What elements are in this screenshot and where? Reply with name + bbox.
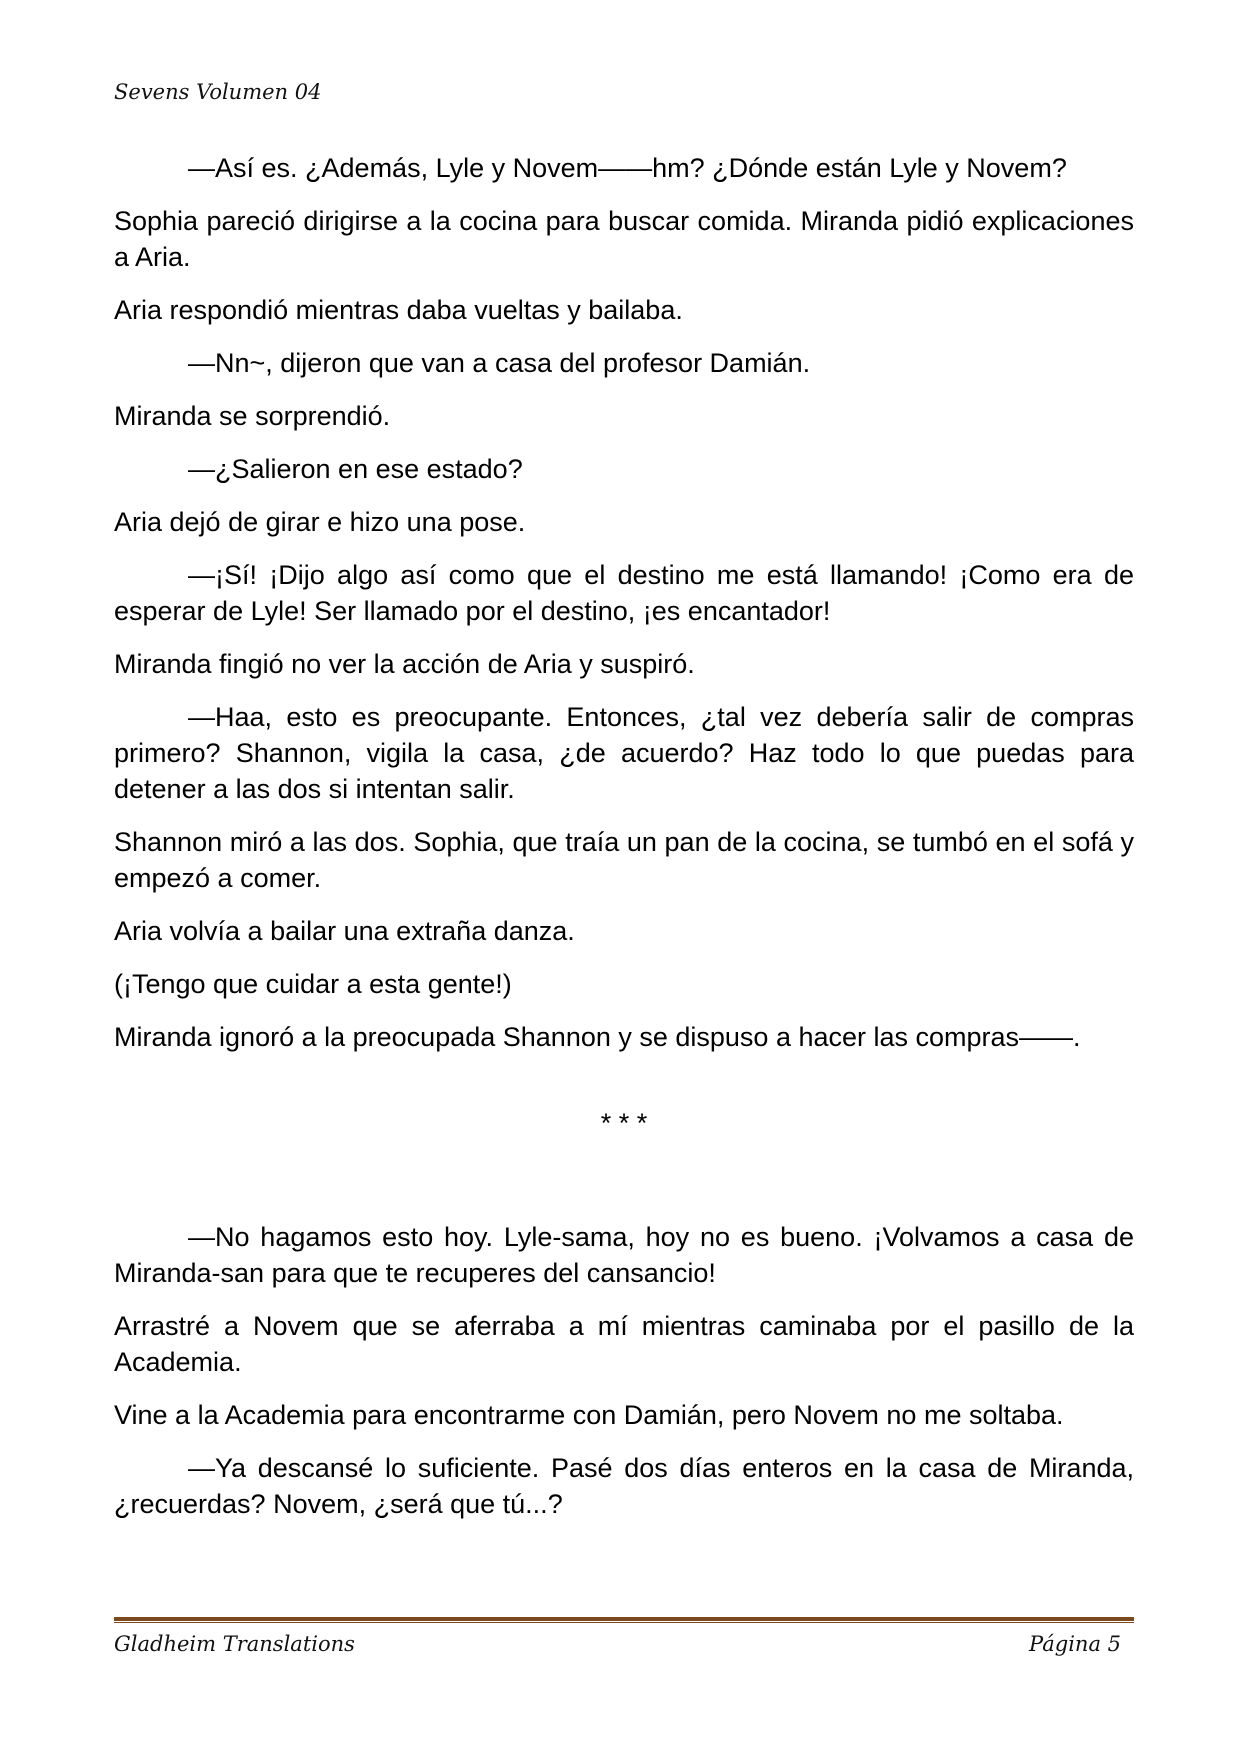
paragraph: —¡Sí! ¡Dijo algo así como que el destino me está llamando! ¡Como era de esperar de Lyle! Ser llamado por el destino, ¡es encantador! bbox=[114, 560, 1134, 626]
paragraph: Vine a la Academia para encontrarme con Damián, pero Novem no me soltaba. bbox=[114, 1400, 1064, 1430]
paragraph: —Haa, esto es preocupante. Entonces, ¿tal vez debería salir de compras primero? Shannon, vigila la casa, ¿de acuerdo? Haz todo lo que puedas para detener a las dos si intentan salir. bbox=[114, 702, 1134, 804]
footer-divider-thick bbox=[114, 1617, 1134, 1621]
paragraph: Miranda se sorprendió. bbox=[114, 401, 391, 431]
paragraph: —¿Salieron en ese estado? bbox=[188, 454, 523, 484]
document-body bbox=[114, 150, 1134, 1539]
paragraph: (¡Tengo que cuidar a esta gente!) bbox=[114, 969, 512, 999]
paragraph: —Nn~, dijeron que van a casa del profesor Damián. bbox=[188, 348, 811, 378]
paragraph: —Ya descansé lo suficiente. Pasé dos días enteros en la casa de Miranda, ¿recuerdas? Novem, ¿será que tú...? bbox=[114, 1453, 1134, 1519]
paragraph: Aria volvía a bailar una extraña danza. bbox=[114, 916, 575, 946]
footer-divider bbox=[114, 1617, 1134, 1623]
paragraph: Sophia pareció dirigirse a la cocina para buscar comida. Miranda pidió explicaciones a Aria. bbox=[114, 206, 1134, 272]
paragraph: Shannon miró a las dos. Sophia, que traía un pan de la cocina, se tumbó en el sofá y empezó a comer. bbox=[114, 827, 1134, 893]
footer-publisher: Gladheim Translations bbox=[114, 1632, 355, 1656]
footer-page-number: Página 5 bbox=[1029, 1632, 1121, 1656]
paragraph: Aria dejó de girar e hizo una pose. bbox=[114, 507, 526, 537]
footer-divider-thin bbox=[114, 1622, 1134, 1623]
scene-separator: * * * bbox=[600, 1108, 648, 1138]
page-header-title: Sevens Volumen 04 bbox=[114, 80, 322, 104]
paragraph: Arrastré a Novem que se aferraba a mí mientras caminaba por el pasillo de la Academia. bbox=[114, 1311, 1134, 1377]
paragraph: Miranda ignoró a la preocupada Shannon y se dispuso a hacer las compras——. bbox=[114, 1022, 1081, 1052]
paragraph: Miranda fingió no ver la acción de Aria y suspiró. bbox=[114, 649, 695, 679]
paragraph: —Así es. ¿Además, Lyle y Novem——hm? ¿Dónde están Lyle y Novem? bbox=[188, 153, 1067, 183]
paragraph: —No hagamos esto hoy. Lyle-sama, hoy no es bueno. ¡Volvamos a casa de Miranda-san para que te recuperes del cansancio! bbox=[114, 1222, 1134, 1288]
paragraph: Aria respondió mientras daba vueltas y bailaba. bbox=[114, 295, 683, 325]
